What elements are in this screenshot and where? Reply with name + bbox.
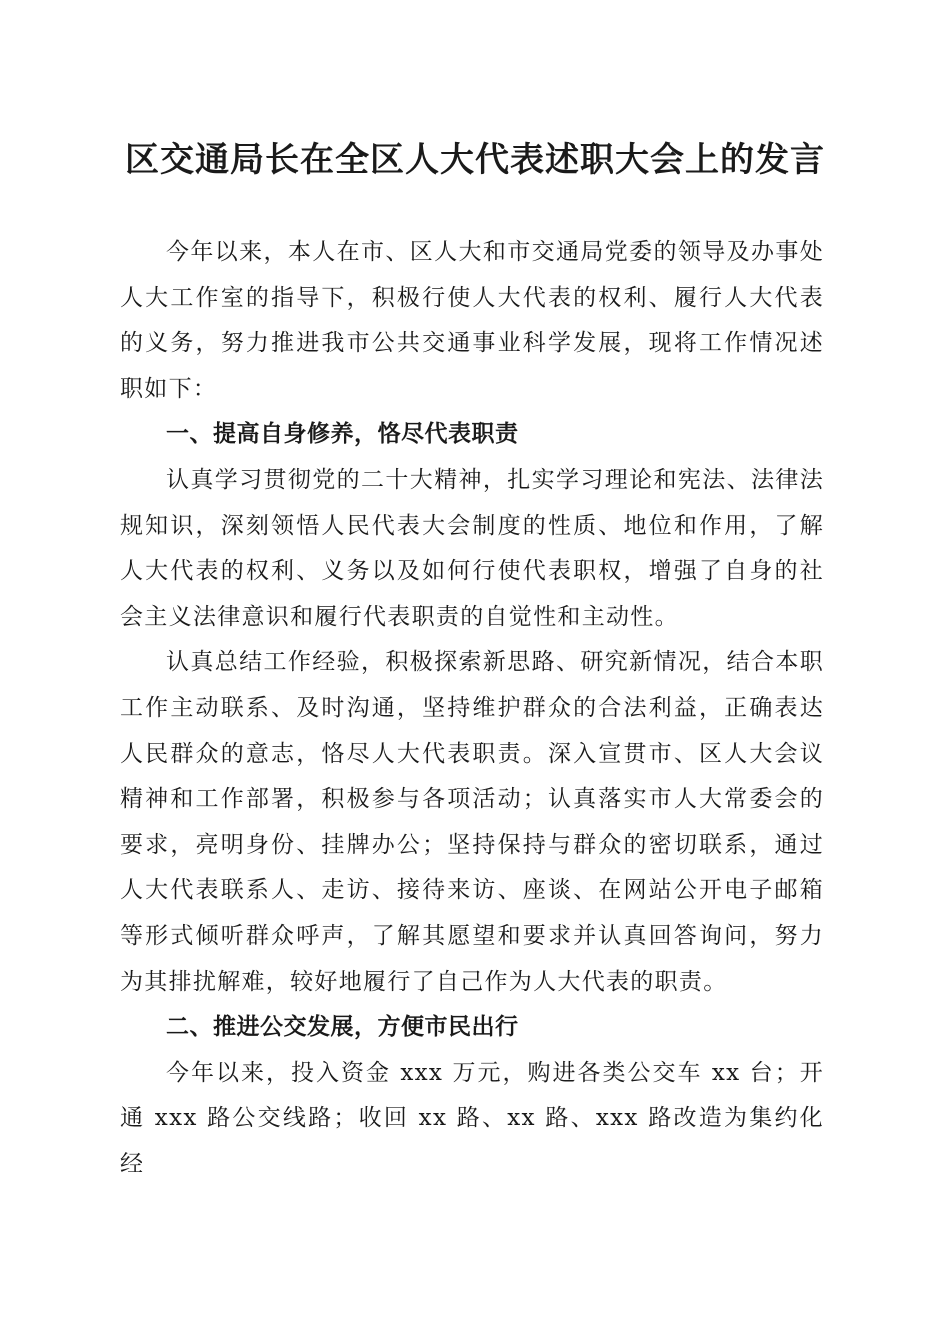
section-1-paragraph-1: 认真学习贯彻党的二十大精神，扎实学习理论和宪法、法律法规知识，深刻领悟人民代表大会制度的性质、地位和作用，了解人大代表的权利、义务以及如何行使代表职权，增强了自身的社会主义法律意识和履行代表职责的自觉性和主动性。 — [120, 466, 824, 630]
section-heading-1: 一、提高自身修养，恪尽代表职责 — [166, 421, 519, 448]
section-2-paragraph-1: 今年以来，投入资金 xxx 万元，购进各类公交车 xx 台；开通 xxx 路公交线路；收回 xx 路、xx 路、xxx 路改造为集约化经 — [120, 1059, 824, 1177]
intro-paragraph: 今年以来，本人在市、区人大和市交通局党委的领导及办事处人大工作室的指导下，积极行使人大代表的权利、履行人大代表的义务，努力推进我市公共交通事业科学发展，现将工作情况述职如下： — [120, 239, 824, 402]
document-body — [120, 230, 824, 1187]
section-1-paragraph-2: 认真总结工作经验，积极探索新思路、研究新情况，结合本职工作主动联系、及时沟通，坚持维护群众的合法利益，正确表达人民群众的意志，恪尽人大代表职责。深入宣贯市、区人大会议精神和工作部署，积极参与各项活动；认真落实市人大常委会的要求，亮明身份、挂牌办公；坚持保持与群众的密切联系，通过人大代表联系人、走访、接待来访、座谈、在网站公开电子邮箱等形式倾听群众呼声，了解其愿望和要求并认真回答询问，努力为其排扰解难，较好地履行了自己作为人大代表的职责。 — [120, 649, 824, 995]
document-title: 区交通局长在全区人大代表述职大会上的发言 — [125, 140, 825, 180]
section-heading-2: 二、推进公交发展，方便市民出行 — [166, 1014, 519, 1041]
